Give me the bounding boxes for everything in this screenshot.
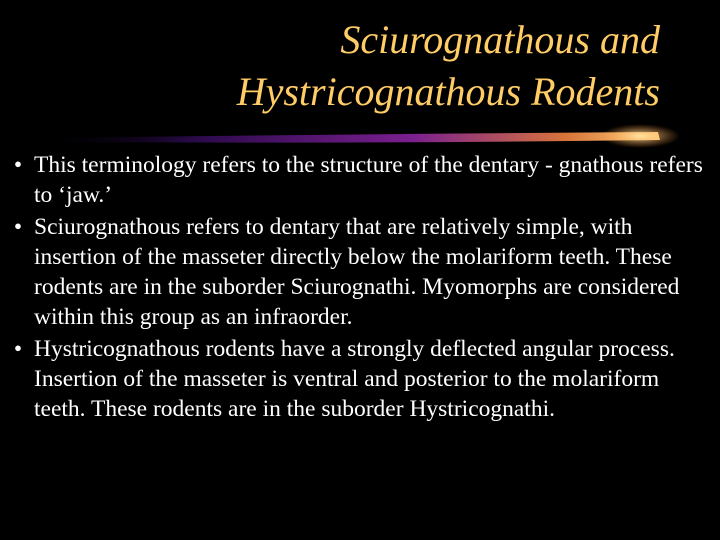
bullet-dot: • (13, 152, 23, 178)
title-line-1: Sciurognathous and (340, 17, 660, 62)
slide-title (60, 14, 660, 118)
title-line-2: Hystricognathous Rodents (236, 69, 660, 114)
bullet-dot: • (13, 336, 23, 362)
bullet-text: Sciurognathous refers to dentary that are relatively simple, with insertion of the masseter directly below the molariform teeth. These rodents are in the suborder Sciurognathi. Myomorphs are considered within this group as an infraorder. (34, 214, 680, 330)
bullet-dot: • (13, 214, 23, 240)
bullet-list (10, 150, 715, 426)
bullet-item (10, 334, 715, 424)
bullet-text: This terminology refers to the structure of the dentary - gnathous refers to ‘jaw.’ (34, 152, 703, 208)
bullet-item (10, 212, 715, 332)
bullet-text: Hystricognathous rodents have a strongly deflected angular process. Insertion of the masseter is ventral and posterior to the molariform teeth. These rodents are in the suborder Hystricognathi. (34, 336, 675, 422)
bullet-item (10, 150, 715, 210)
